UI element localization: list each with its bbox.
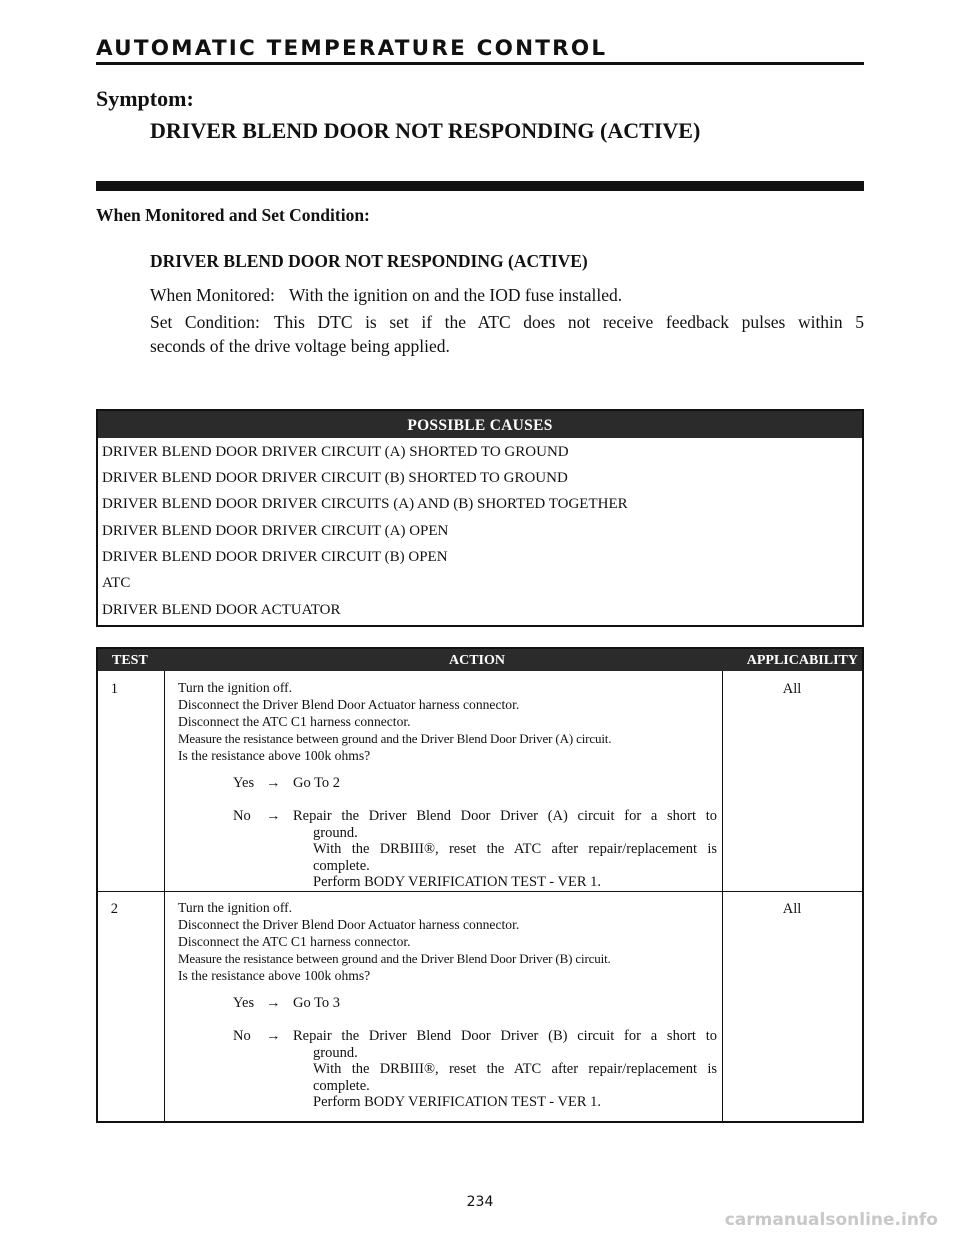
symptom-label: Symptom:	[96, 86, 194, 111]
action-step: Disconnect the ATC C1 harness connector.	[178, 714, 411, 729]
col-applicability-header: APPLICABILITY	[746, 653, 858, 668]
no-label: No	[233, 1028, 251, 1044]
action-step: Turn the ignition off.	[178, 680, 293, 695]
applicability-value: All	[782, 901, 802, 917]
no-result-line: ground.	[313, 825, 358, 841]
possible-causes-table	[96, 409, 864, 627]
no-result-line: Perform BODY VERIFICATION TEST - VER 1.	[313, 874, 601, 890]
action-step: Turn the ignition off.	[178, 900, 293, 915]
when-monitored-line	[150, 283, 864, 307]
action-step: Disconnect the ATC C1 harness connector.	[178, 934, 411, 949]
conditions-title: DRIVER BLEND DOOR NOT RESPONDING (ACTIVE)	[150, 251, 588, 271]
yes-result: Go To 2	[293, 775, 341, 791]
possible-causes-header: POSSIBLE CAUSES	[98, 411, 862, 438]
action-step: Is the resistance above 100k ohms?	[178, 748, 371, 763]
cause-item: DRIVER BLEND DOOR DRIVER CIRCUIT (A) OPEN	[102, 523, 449, 539]
symptom-title: DRIVER BLEND DOOR NOT RESPONDING (ACTIVE)	[150, 118, 701, 143]
heading-rule	[96, 62, 864, 65]
no-result-line: With the DRBIII®, reset the ATC after repair/replacement is	[313, 1061, 717, 1077]
yes-result: Go To 3	[293, 995, 341, 1011]
no-result-line: complete.	[313, 858, 370, 874]
action-step: Disconnect the Driver Blend Door Actuator harness connector.	[178, 917, 520, 932]
set-condition-line-2: seconds of the drive voltage being applied.	[150, 336, 450, 356]
cause-item: DRIVER BLEND DOOR DRIVER CIRCUIT (A) SHORTED TO GROUND	[102, 444, 569, 460]
column-divider	[164, 671, 165, 1121]
yes-label: Yes	[233, 775, 255, 791]
no-label: No	[233, 808, 251, 824]
symptom-rule	[96, 181, 864, 191]
action-step: Measure the resistance between ground and the Driver Blend Door Driver (B) circuit.	[178, 951, 611, 966]
column-divider	[722, 671, 723, 1121]
arrow-icon: →	[266, 775, 281, 791]
no-result-line: With the DRBIII®, reset the ATC after repair/replacement is	[313, 841, 717, 857]
arrow-icon: →	[266, 808, 281, 824]
col-action-header: ACTION	[449, 653, 506, 668]
action-step: Measure the resistance between ground and the Driver Blend Door Driver (A) circuit.	[178, 731, 612, 746]
action-step: Disconnect the Driver Blend Door Actuator harness connector.	[178, 697, 520, 712]
row-divider	[98, 891, 862, 892]
set-condition-label: Set Condition:	[150, 312, 260, 332]
cause-item: DRIVER BLEND DOOR DRIVER CIRCUIT (B) SHORTED TO GROUND	[102, 470, 568, 486]
applicability-value: All	[782, 681, 802, 697]
section-heading: AUTOMATIC TEMPERATURE CONTROL	[96, 36, 608, 61]
cause-item: ATC	[102, 575, 131, 591]
set-condition-text-1: This DTC is set if the ATC does not receive feedback pulses within 5	[273, 312, 864, 332]
when-monitored-text: With the ignition on and the IOD fuse installed.	[288, 285, 623, 305]
yes-label: Yes	[233, 995, 255, 1011]
no-result-line: ground.	[313, 1045, 358, 1061]
test-number: 1	[110, 681, 118, 697]
arrow-icon: →	[266, 1028, 281, 1044]
no-result-line: complete.	[313, 1078, 370, 1094]
when-monitored-label: When Monitored:	[150, 285, 275, 305]
no-result-line: Repair the Driver Blend Door Driver (A) circuit for a short to	[293, 808, 717, 824]
arrow-icon: →	[266, 995, 281, 1011]
watermark: carmanualsonline.info	[724, 1210, 938, 1230]
test-number: 2	[110, 901, 118, 917]
col-test-header: TEST	[112, 653, 148, 668]
no-result-line: Repair the Driver Blend Door Driver (B) circuit for a short to	[293, 1028, 717, 1044]
page-number: 234	[466, 1194, 494, 1210]
cause-item: DRIVER BLEND DOOR ACTUATOR	[102, 602, 341, 618]
conditions-heading: When Monitored and Set Condition:	[96, 205, 370, 225]
test-table-header	[98, 649, 862, 671]
action-step: Is the resistance above 100k ohms?	[178, 968, 371, 983]
set-condition-line	[150, 310, 864, 334]
no-result-line: Perform BODY VERIFICATION TEST - VER 1.	[313, 1094, 601, 1110]
cause-item: DRIVER BLEND DOOR DRIVER CIRCUITS (A) AND (B) SHORTED TOGETHER	[102, 496, 628, 512]
cause-item: DRIVER BLEND DOOR DRIVER CIRCUIT (B) OPEN	[102, 549, 448, 565]
test-table	[96, 647, 864, 1123]
